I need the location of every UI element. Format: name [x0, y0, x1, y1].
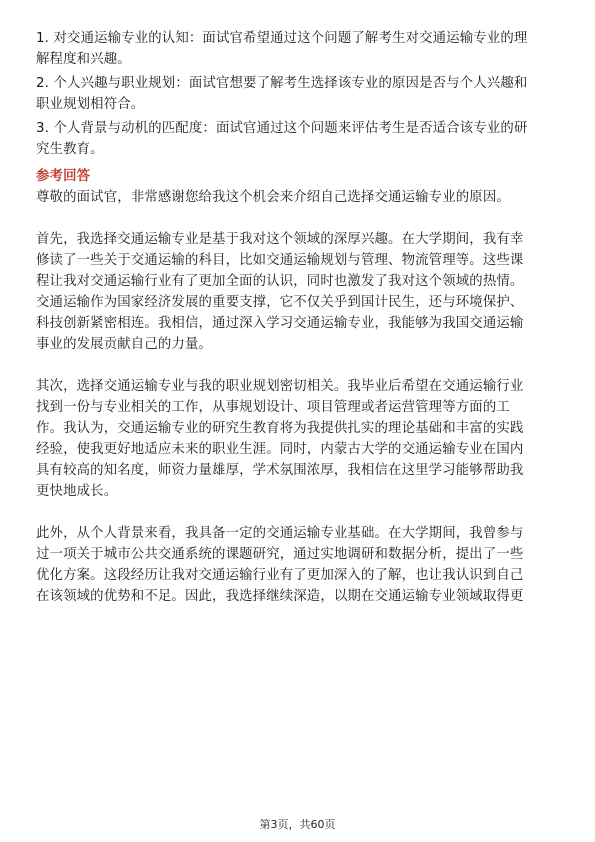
text-line: 经验，使我更好地适应未来的职业生涯。同时，内蒙古大学的交通运输专业在国内 — [36, 442, 524, 457]
text-line: 首先，我选择交通运输专业是基于我对这个领域的深厚兴趣。在大学期间，我有幸 — [36, 232, 524, 247]
answer-paragraph-2 — [36, 376, 560, 502]
text-line: 在该领域的优势和不足。因此，我选择继续深造，以期在交通运输专业领域取得更 — [36, 589, 524, 604]
criteria-item-2 — [36, 73, 560, 115]
text-line: 3. 个人背景与动机的匹配度：面试官通过这个问题来评估考生是否适合该专业的研 — [36, 121, 528, 136]
text-line: 优化方案。这段经历让我对交通运输行业有了更加深入的了解，也让我认识到自己 — [36, 568, 524, 583]
document-page — [36, 28, 560, 628]
text-line: 究生教育。 — [36, 142, 104, 157]
answer-paragraph-3 — [36, 523, 560, 607]
text-line: 程让我对交通运输行业有了更加全面的认识，同时也激发了我对这个领域的热情。 — [36, 274, 524, 289]
answer-paragraph-1 — [36, 229, 560, 355]
text-line: 找到一份与专业相关的工作，从事规划设计、项目管理或者运营管理等方面的工 — [36, 400, 510, 415]
text-line: 1. 对交通运输专业的认知：面试官希望通过这个问题了解考生对交通运输专业的理 — [36, 31, 528, 46]
text-line: 事业的发展贡献自己的力量。 — [36, 337, 213, 352]
evaluation-criteria-list — [36, 28, 560, 160]
text-line: 具有较高的知名度，师资力量雄厚，学术氛围浓厚，我相信在这里学习能够帮助我 — [36, 463, 524, 478]
greeting-text: 尊敬的面试官，非常感谢您给我这个机会来介绍自己选择交通运输专业的原因。 — [36, 190, 510, 205]
text-line: 更快地成长。 — [36, 484, 118, 499]
text-line: 职业规划相符合。 — [36, 97, 145, 112]
paragraph-spacer — [36, 208, 560, 229]
text-line: 2. 个人兴趣与职业规划：面试官想要了解考生选择该专业的原因是否与个人兴趣和 — [36, 76, 528, 91]
text-line: 此外，从个人背景来看，我具备一定的交通运输专业基础。在大学期间，我曾参与 — [36, 526, 524, 541]
page-number-footer: 第3页，共60页 — [259, 818, 336, 831]
text-line: 过一项关于城市公共交通系统的课题研究，通过实地调研和数据分析，提出了一些 — [36, 547, 524, 562]
text-line: 解程度和兴趣。 — [36, 52, 131, 67]
criteria-item-3 — [36, 118, 560, 160]
text-line: 科技创新紧密相连。我相信，通过深入学习交通运输专业，我能够为我国交通运输 — [36, 316, 524, 331]
text-line: 交通运输作为国家经济发展的重要支撑，它不仅关乎到国计民生，还与环境保护、 — [36, 295, 524, 310]
answer-heading: 参考回答 — [36, 169, 91, 184]
text-line: 作。我认为，交通运输专业的研究生教育将为我提供扎实的理论基础和丰富的实践 — [36, 421, 524, 436]
criteria-item-1 — [36, 28, 560, 70]
text-line: 其次，选择交通运输专业与我的职业规划密切相关。我毕业后希望在交通运输行业 — [36, 379, 524, 394]
text-line: 修读了一些关于交通运输的科目，比如交通运输规划与管理、物流管理等。这些课 — [36, 253, 524, 268]
